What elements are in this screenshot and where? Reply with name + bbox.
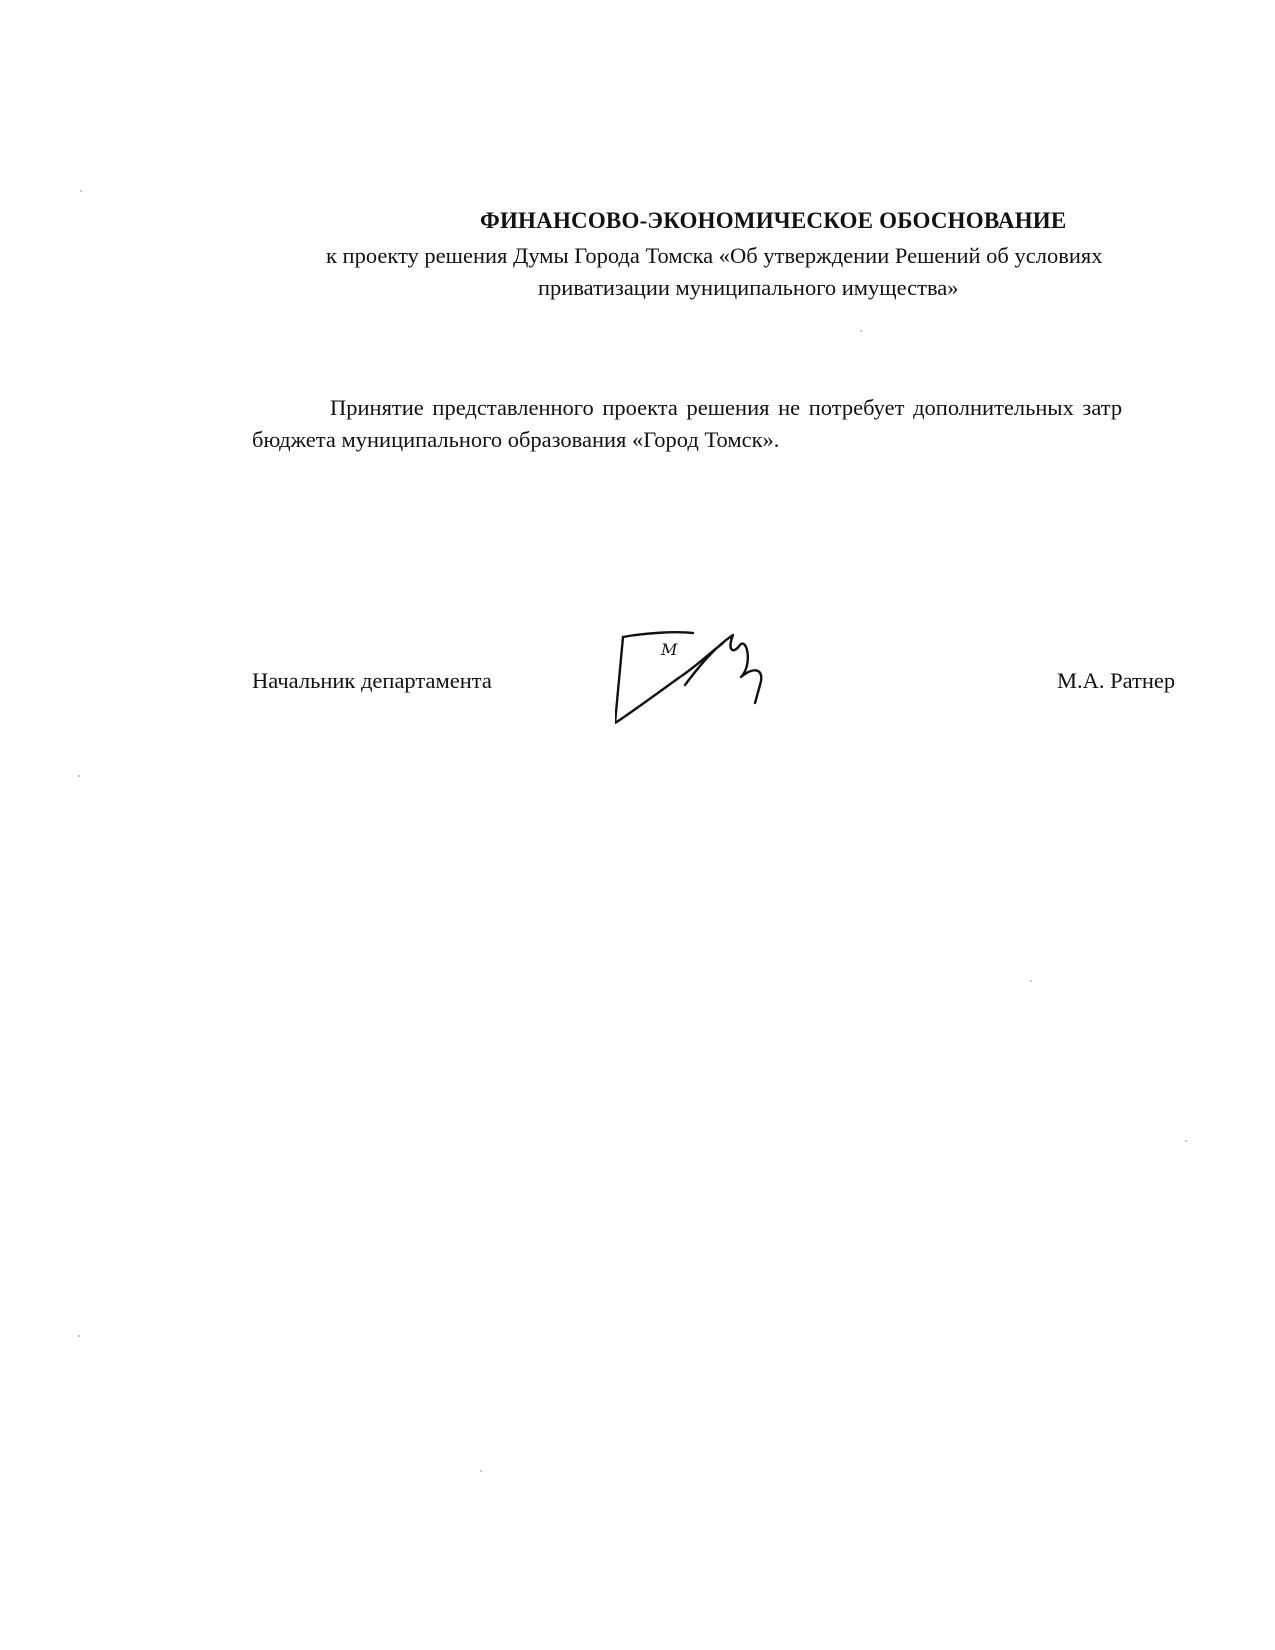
document-subtitle-line-1: к проекту решения Думы Города Томска «Об утверждении Решений об условиях (326, 243, 1103, 268)
scan-speck (1185, 1140, 1187, 1142)
scan-speck (860, 330, 862, 332)
scan-speck (1030, 980, 1032, 982)
signer-position: Начальник департамента (252, 668, 492, 693)
scan-speck (480, 1470, 482, 1472)
document-title: ФИНАНСОВО-ЭКОНОМИЧЕСКОЕ ОБОСНОВАНИЕ (480, 208, 1067, 233)
scan-speck (78, 775, 80, 777)
signature-initials: М (661, 640, 678, 659)
body-paragraph-line-2: бюджета муниципального образования «Город Томск». (252, 427, 780, 452)
document-subtitle-line-2: приватизации муниципального имущества» (538, 275, 959, 300)
scan-speck (78, 1335, 80, 1337)
signer-name: М.А. Ратнер (1057, 668, 1176, 693)
handwritten-signature (615, 625, 815, 735)
scan-speck (80, 190, 82, 192)
body-paragraph-line-1: Принятие представленного проекта решения не потребует дополнительных затр (330, 395, 1123, 420)
